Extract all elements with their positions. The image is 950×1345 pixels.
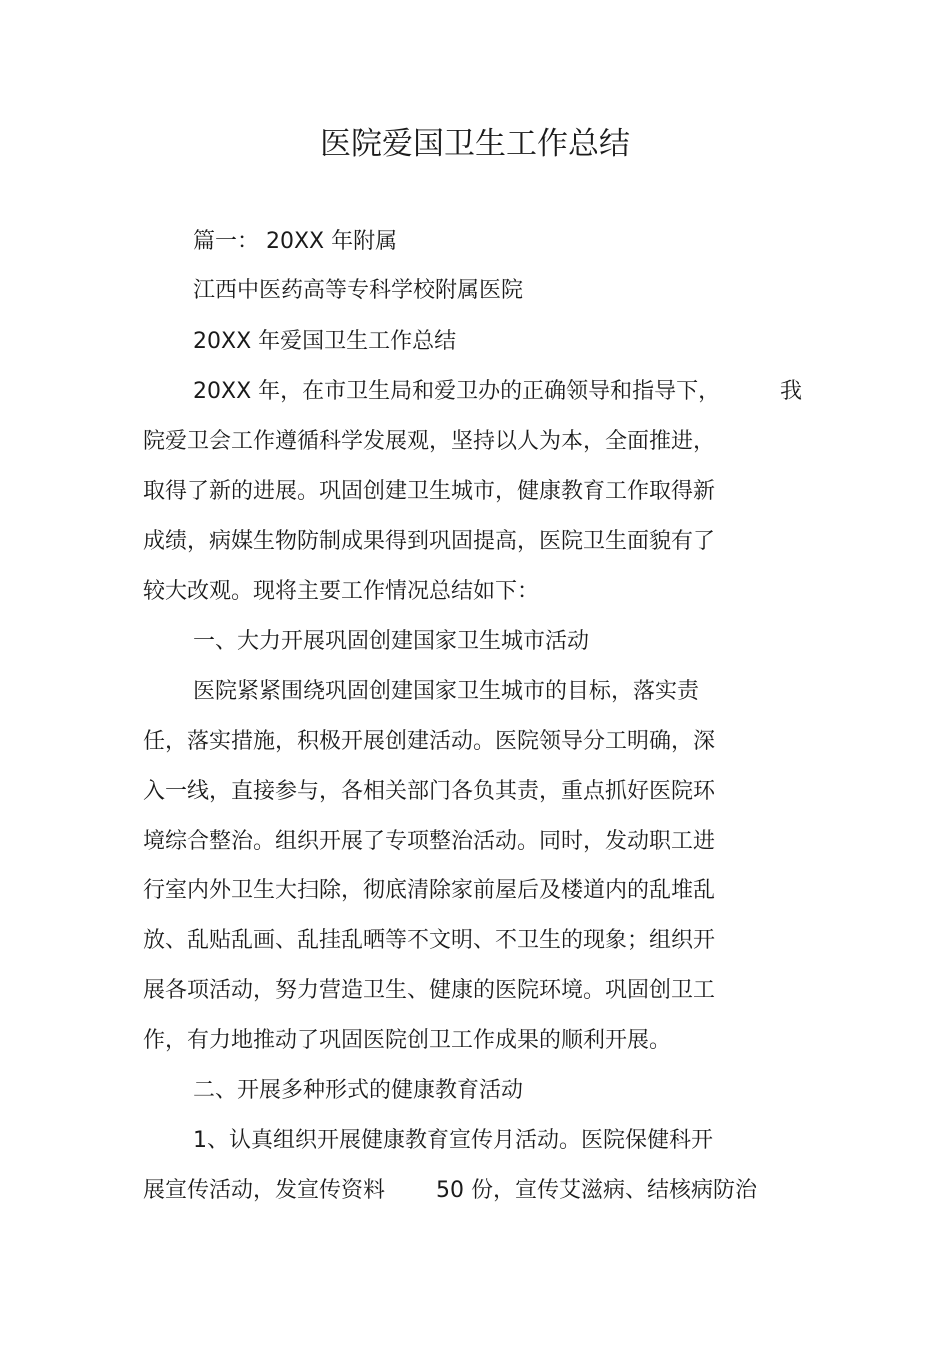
text-line: 成绩，病媒生物防制成果得到巩固提高，医院卫生面貌有了 (143, 529, 716, 554)
text-line: 任，落实措施，积极开展创建活动。医院领导分工明确，深 (143, 729, 716, 754)
text-line: 我 (780, 379, 803, 404)
text-line: 展各项活动，努力营造卫生、健康的医院环境。巩固创卫工 (143, 978, 716, 1003)
text-line: 篇一： 20XX 年附属 (193, 229, 398, 254)
text-line: 20XX 年，在市卫生局和爱卫办的正确领导和指导下， (193, 379, 721, 404)
text-line: 医院紧紧围绕巩固创建国家卫生城市的目标，落实责 (193, 679, 700, 704)
section-heading: 二、开展多种形式的健康教育活动 (193, 1078, 524, 1103)
text-line: 院爱卫会工作遵循科学发展观，坚持以人为本，全面推进， (143, 429, 716, 454)
text-line: 20XX 年爱国卫生工作总结 (193, 329, 457, 354)
text-line: 50 份，宣传艾滋病、结核病防治 (436, 1178, 757, 1203)
text-line: 行室内外卫生大扫除，彻底清除家前屋后及楼道内的乱堆乱 (143, 878, 716, 903)
text-line: 1、认真组织开展健康教育宣传月活动。医院保健科开 (193, 1128, 713, 1153)
section-heading: 一、大力开展巩固创建国家卫生城市活动 (193, 629, 590, 654)
text-line: 境综合整治。组织开展了专项整治活动。同时，发动职工进 (143, 829, 716, 854)
text-line: 取得了新的进展。巩固创建卫生城市，健康教育工作取得新 (143, 479, 716, 504)
document-title: 医院爱国卫生工作总结 (320, 126, 630, 162)
text-line: 江西中医药高等专科学校附属医院 (193, 278, 524, 303)
text-line: 较大改观。现将主要工作情况总结如下： (143, 579, 540, 604)
text-line: 入一线，直接参与，各相关部门各负其责，重点抓好医院环 (143, 779, 716, 804)
text-line: 展宣传活动，发宣传资料 (143, 1178, 386, 1203)
text-line: 放、乱贴乱画、乱挂乱晒等不文明、不卫生的现象；组织开 (143, 928, 716, 953)
text-line: 作，有力地推动了巩固医院创卫工作成果的顺利开展。 (143, 1028, 672, 1053)
